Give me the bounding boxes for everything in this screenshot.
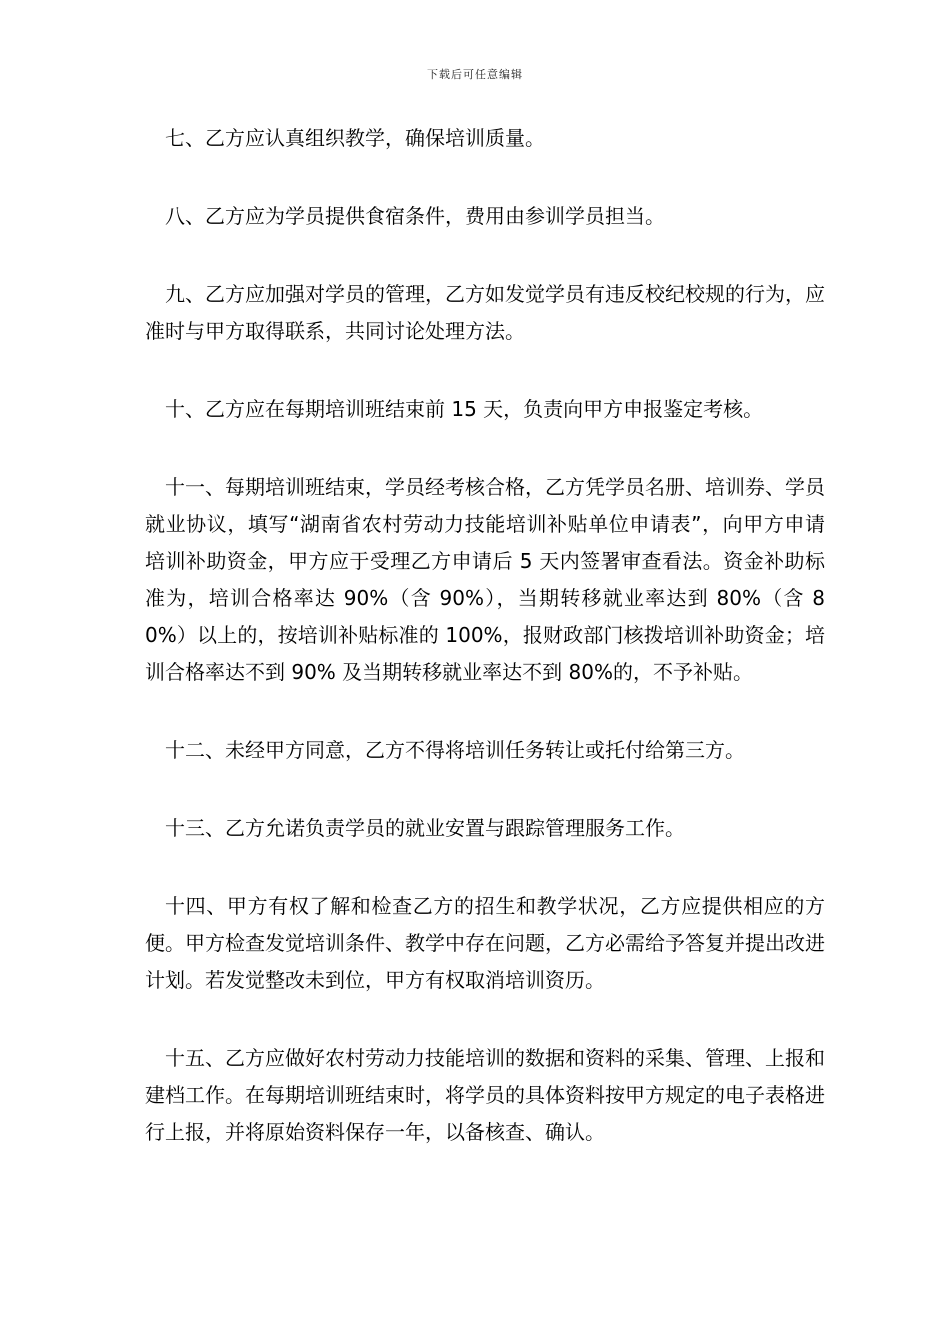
clause-14: 十四、甲方有权了解和检查乙方的招生和教学状况，乙方应提供相应的方便。甲方检查发觉培训条件、教学中存在问题，乙方必需给予答复并提出改进计划。若发觉整改未到位，甲方有权取消培训资历。 xyxy=(145,894,825,992)
clause-11: 十一、每期培训班结束，学员经考核合格，乙方凭学员名册、培训券、学员就业协议，填写“湖南省农村劳动力技能培训补贴单位申请表”，向甲方申请培训补助资金，甲方应于受理乙方申请后 5 天内签署审查看法。资金补助标准为，培训合格率达 90%（含 90%），当期转移就业率达到 80%（含 80%）以上的，按培训补贴标准的 100%，报财政部门核拨培训补助资金；培训合格率达不到 90% 及当期转移就业率达不到 80%的，不予补贴。 xyxy=(145,475,825,684)
clause-15: 十五、乙方应做好农村劳动力技能培训的数据和资料的采集、管理、上报和建档工作。在每期培训班结束时，将学员的具体资料按甲方规定的电子表格进行上报，并将原始资料保存一年，以备核查、确认。 xyxy=(145,1046,825,1144)
header-note: 下载后可任意编辑 xyxy=(427,68,523,81)
clause-12: 十二、未经甲方同意，乙方不得将培训任务转让或托付给第三方。 xyxy=(165,738,745,762)
clause-10: 十、乙方应在每期培训班结束前 15 天，负责向甲方申报鉴定考核。 xyxy=(165,397,764,421)
clause-13: 十三、乙方允诺负责学员的就业安置与跟踪管理服务工作。 xyxy=(165,816,685,840)
document-body xyxy=(145,120,825,1151)
clause-9: 九、乙方应加强对学员的管理，乙方如发觉学员有违反校纪校规的行为，应准时与甲方取得联系，共同讨论处理方法。 xyxy=(145,282,825,343)
clause-8: 八、乙方应为学员提供食宿条件，费用由参训学员担当。 xyxy=(165,204,665,228)
clause-7: 七、乙方应认真组织教学，确保培训质量。 xyxy=(165,126,545,150)
